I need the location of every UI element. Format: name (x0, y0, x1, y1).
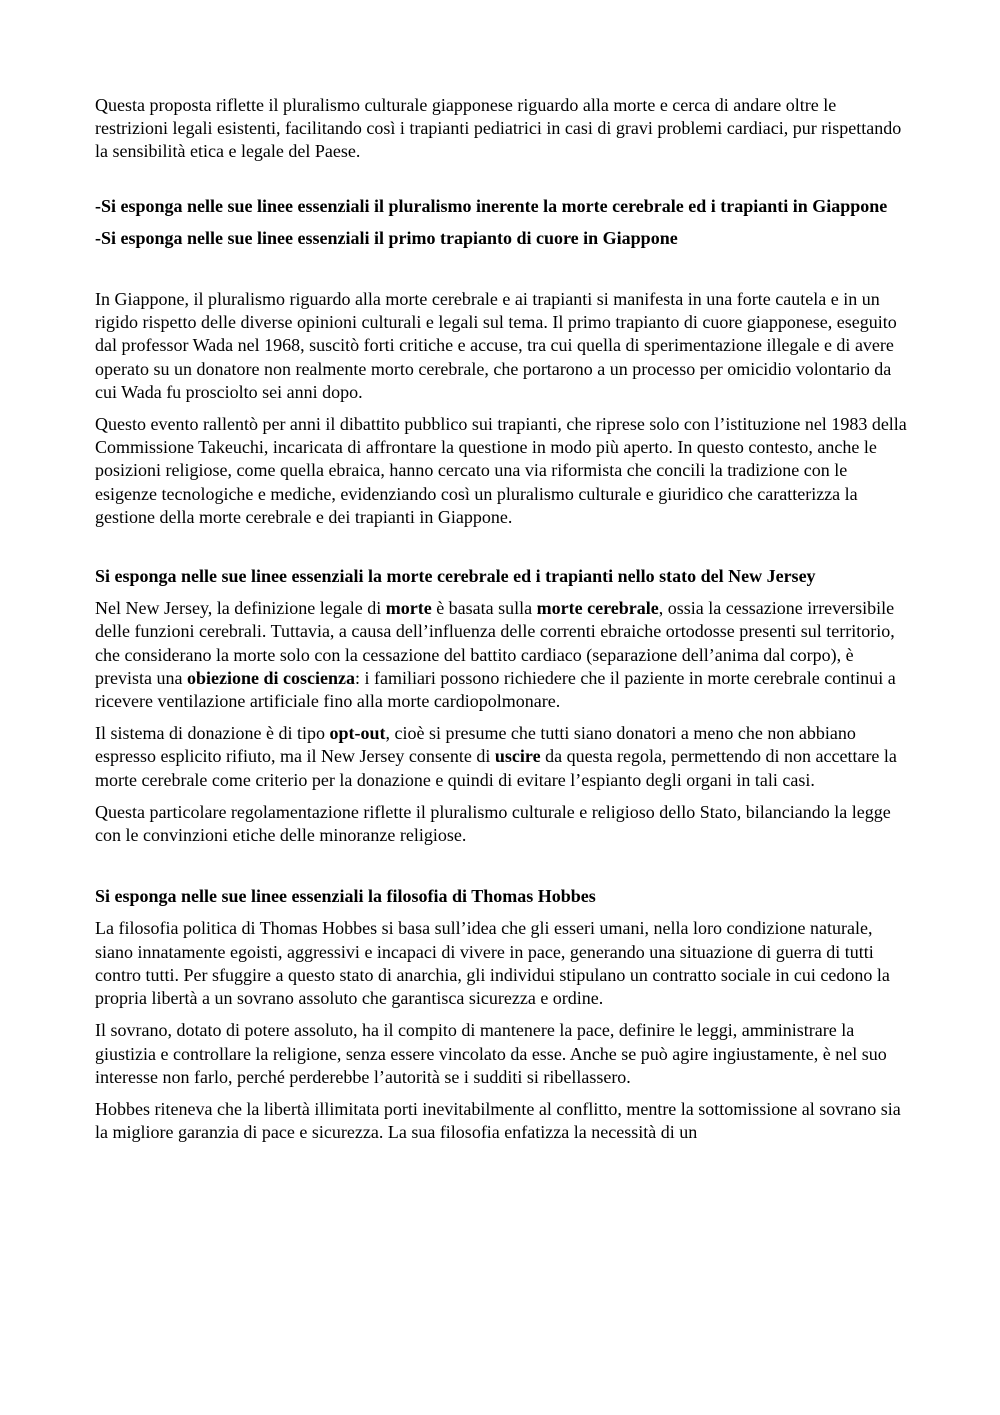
hobbes-paragraph-2: Il sovrano, dotato di potere assoluto, ha il compito di mantenere la pace, definire le leggi, amministrare la giustizia e controllare la religione, senza essere vincolato da esse. Anche se può agire ingiustamente, è nel suo interesse non farlo, perché perderebbe l’autorità se i sudditi si ribellassero. (95, 1020, 887, 1087)
japan-paragraph-2: Questo evento rallentò per anni il dibattito pubblico sui trapianti, che riprese solo con l’istituzione nel 1983 della Commissione Takeuchi, incaricata di affrontare la questione in modo più aperto. In questo contesto, anche le posizioni religiose, come quella ebraica, hanno cercato una via riformista che concili la tradizione con le esigenze tecnologiche e mediche, evidenziando così un pluralismo culturale e giuridico che caratterizza la gestione della morte cerebrale e dei trapianti in Giappone. (95, 414, 907, 527)
japan-paragraph-1: In Giappone, il pluralismo riguardo alla morte cerebrale e ai trapianti si manifesta in una forte cautela e in un rigido rispetto delle diverse opinioni culturali e legali sul tema. Il primo trapianto di cuore giapponese, eseguito dal professor Wada nel 1968, suscitò forti critiche e accuse, tra cui quella di sperimentazione illegale e di avere operato su un donatore non realmente morto cerebrale, che portarono a un processo per omicidio volontario da cui Wada fu prosciolto sei anni dopo. (95, 289, 897, 402)
bold-term-obiezione-di-coscienza: obiezione di coscienza (186, 667, 355, 688)
text-run: , ossia la cessazione irreversibile delle funzioni cerebrali. Tuttavia, a causa dell’influenza delle correnti ebraiche ortodosse presenti sul territorio, che considerano la morte solo con la cessazione del battito cardiaco (separazione dell’anima dal corpo), è prevista una (95, 598, 895, 688)
page-content (95, 94, 907, 1144)
text-run: da questa regola, permettendo di non accettare la morte cerebrale come criterio per la donazione e quindi di evitare l’espianto degli organi in tali casi. (95, 746, 897, 790)
new-jersey-paragraph-3: Questa particolare regolamentazione riflette il pluralismo culturale e religioso dello Stato, bilanciando la legge con le convinzioni etiche delle minoranze religiose. (95, 801, 891, 846)
text-run: Il sistema di donazione è di tipo (95, 723, 330, 744)
bold-term-opt-out: opt-out (329, 723, 386, 744)
new-jersey-paragraph-2 (95, 722, 907, 792)
hobbes-paragraph-1: La filosofia politica di Thomas Hobbes si basa sull’idea che gli esseri umani, nella loro condizione naturale, siano innatamente egoisti, aggressivi e incapaci di vivere in pace, generando una situazione di guerra di tutti contro tutti. Per sfuggire a questo stato di anarchia, gli individui stipulano un contratto sociale in cui cedono la propria libertà a un sovrano assoluto che garantisca sicurezza e ordine. (95, 918, 890, 1009)
hobbes-paragraph-3: Hobbes riteneva che la libertà illimitata porti inevitabilmente al conflitto, mentre la sottomissione al sovrano sia la migliore garanzia di pace e sicurezza. La sua filosofia enfatizza la necessità di un (95, 1098, 901, 1143)
bold-term-morte: morte (385, 598, 432, 619)
bold-term-uscire: uscire (494, 746, 541, 767)
new-jersey-paragraph-1 (95, 597, 907, 713)
heading-japan-pluralism: -Si esponga nelle sue linee essenziali il pluralismo inerente la morte cerebrale ed i trapianti in Giappone (95, 195, 888, 216)
heading-hobbes: Si esponga nelle sue linee essenziali la filosofia di Thomas Hobbes (95, 886, 596, 907)
text-run: è basata sulla (431, 598, 537, 619)
text-run: , cioè si presume che tutti siano donatori a meno che non abbiano espresso esplicito rifiuto, ma il New Jersey consente di (95, 723, 856, 767)
bold-term-morte-cerebrale: morte cerebrale (536, 598, 659, 619)
heading-japan-first-heart-transplant: -Si esponga nelle sue linee essenziali il primo trapianto di cuore in Giappone (95, 227, 678, 248)
text-run: : i familiari possono richiedere che il paziente in morte cerebrale continui a ricevere ventilazione artificiale fino alla morte cardiopolmonare. (95, 667, 896, 712)
text-run: Nel New Jersey, la definizione legale di (95, 598, 386, 619)
heading-new-jersey: Si esponga nelle sue linee essenziali la morte cerebrale ed i trapianti nello stato del New Jersey (95, 566, 816, 587)
intro-paragraph: Questa proposta riflette il pluralismo culturale giapponese riguardo alla morte e cerca di andare oltre le restrizioni legali esistenti, facilitando così i trapianti pediatrici in casi di gravi problemi cardiaci, pur rispettando la sensibilità etica e legale del Paese. (95, 95, 902, 162)
